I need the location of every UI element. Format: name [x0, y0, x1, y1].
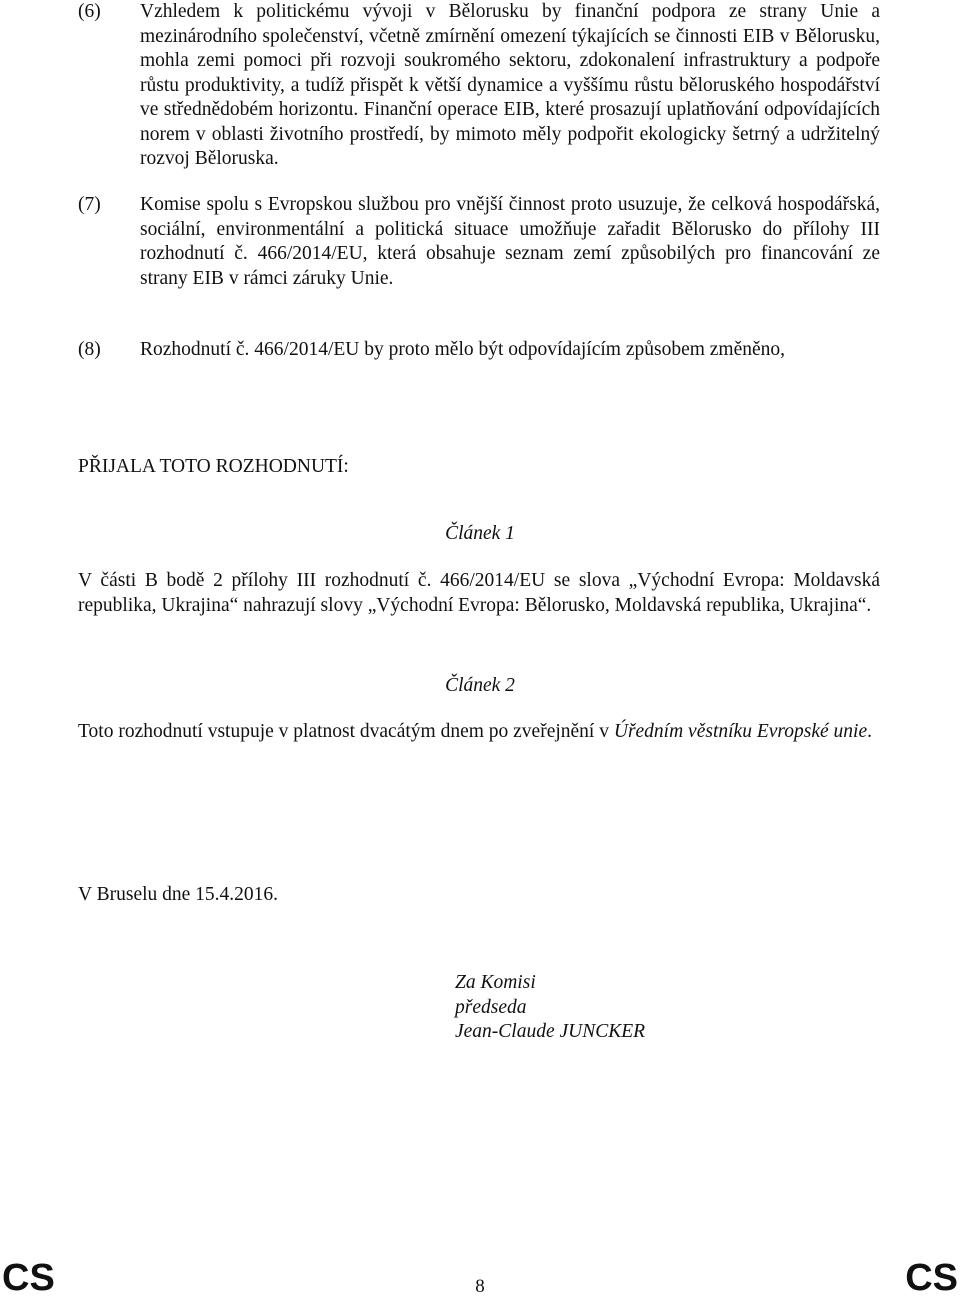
recital-8	[78, 338, 880, 363]
recital-number: (8)	[78, 339, 101, 360]
footer-language-right: CS	[905, 1257, 958, 1299]
official-journal-name: Úředním věstníku Evropské unie	[613, 721, 868, 742]
signature-line-3: Jean-Claude JUNCKER	[455, 1021, 646, 1042]
recital-text: Vzhledem k politickému vývoji v Bělorusku by finanční podpora ze strany Unie a mezinárodního společenství, včetně zmírnění omezení týkajících se činnosti EIB v Bělorusku, mohla zemi pomoci při rozvoji soukromého sektoru, zdokonalení infrastruktury a podpoře růstu produktivity, a tudíž přispět k větší dynamice a vyššímu růstu běloruského hospodářství ve střednědobém horizontu. Finanční operace EIB, které prosazují uplatňování odpovídajících norem v oblasti životního prostředí, by mimoto měly podpořit ekologicky šetrný a udržitelný rozvoj Běloruska.	[140, 1, 880, 169]
signature-line-2: předseda	[455, 996, 527, 1018]
article-2-text-before: Toto rozhodnutí vstupuje v platnost dvacátým dnem po zveřejnění v	[78, 721, 614, 742]
article-1-title: Článek 1	[445, 523, 515, 544]
signature-line-1: Za Komisi	[455, 972, 536, 993]
article-2-title: Článek 2	[445, 675, 515, 696]
recital-text: Komise spolu s Evropskou službou pro vnější činnost proto usuzuje, že celková hospodářská, sociální, environmentální a politická situace umožňuje zařadit Bělorusko do přílohy III rozhodnutí č. 466/2014/EU, která obsahuje seznam zemí způsobilých pro financování ze strany EIB v rámci záruky Unie.	[140, 194, 880, 289]
footer-language-left: CS	[2, 1257, 55, 1299]
article-1-text: V části B bodě 2 přílohy III rozhodnutí č. 466/2014/EU se slova „Východní Evropa: Moldavská republika, Ukrajina“ nahrazují slovy „Východní Evropa: Bělorusko, Moldavská republika, Ukrajina“.	[78, 570, 880, 616]
adoption-heading: PŘIJALA TOTO ROZHODNUTÍ:	[78, 456, 349, 477]
signature-block	[455, 971, 645, 1045]
recital-7	[78, 193, 880, 291]
recital-number: (7)	[78, 194, 101, 215]
recital-number: (6)	[78, 1, 101, 22]
article-2-text-after: .	[867, 721, 872, 742]
page-number: 8	[475, 1276, 485, 1297]
recital-text: Rozhodnutí č. 466/2014/EU by proto mělo být odpovídajícím způsobem změněno,	[140, 339, 786, 360]
article-2-text	[78, 720, 880, 745]
recital-6	[78, 0, 880, 172]
place-date: V Bruselu dne 15.4.2016.	[78, 884, 279, 905]
